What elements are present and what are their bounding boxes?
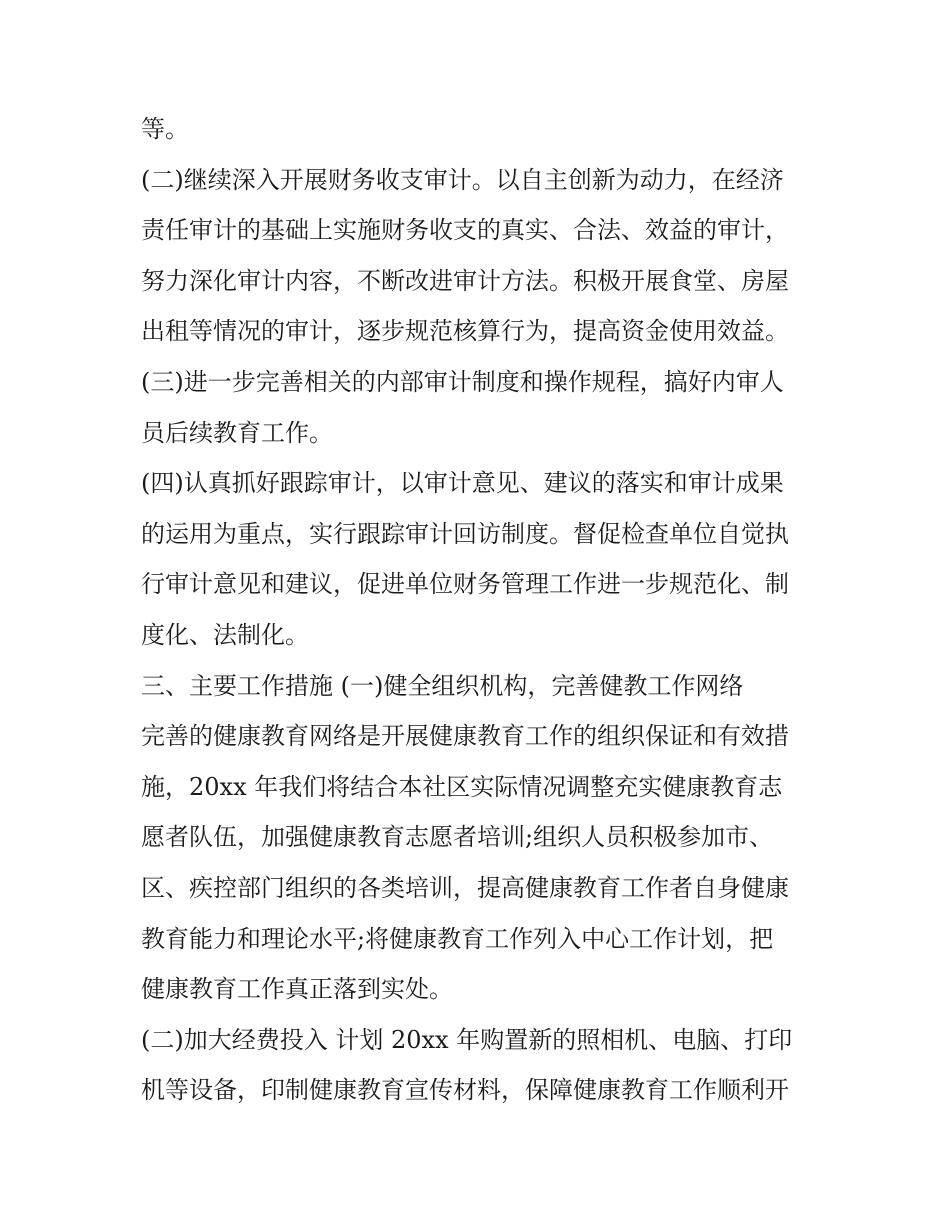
text-line-3: 责任审计的基础上实施财务收支的真实、合法、效益的审计， bbox=[141, 216, 789, 245]
text-line-15: 愿者队伍，加强健康教育志愿者培训;组织人员积极参加市、 bbox=[141, 823, 774, 852]
text-line-13: 完善的健康教育网络是开展健康教育工作的组织保证和有效措 bbox=[141, 722, 789, 751]
text-line-20: 机等设备，印制健康教育宣传材料，保障健康教育工作顺利开 bbox=[141, 1076, 789, 1105]
text-line-6: (三)进一步完善相关的内部审计制度和操作规程，搞好内审人 bbox=[141, 367, 784, 396]
text-line-18: 健康教育工作真正落到实处。 bbox=[141, 975, 453, 1004]
text-line-8: (四)认真抓好跟踪审计，以审计意见、建议的落实和审计成果 bbox=[141, 469, 784, 498]
text-line-10: 行审计意见和建议，促进单位财务管理工作进一步规范化、制 bbox=[141, 570, 789, 599]
text-line-16: 区、疾控部门组织的各类培训，提高健康教育工作者自身健康 bbox=[141, 873, 789, 902]
text-line-1: 等。 bbox=[141, 115, 189, 143]
document-body bbox=[141, 104, 821, 1116]
text-line-12: 三、主要工作措施 (一)健全组织机构，完善健教工作网络 bbox=[141, 671, 744, 700]
text-line-4: 努力深化审计内容，不断改进审计方法。积极开展食堂、房屋 bbox=[141, 266, 789, 295]
text-line-14: 施，20xx 年我们将结合本社区实际情况调整充实健康教育志 bbox=[141, 772, 783, 801]
text-line-17: 教育能力和理论水平;将健康教育工作列入中心工作计划，把 bbox=[141, 924, 774, 953]
text-line-7: 员后续教育工作。 bbox=[141, 418, 333, 447]
text-line-19: (二)加大经费投入 计划 20xx 年购置新的照相机、电脑、打印 bbox=[141, 1025, 793, 1054]
text-line-2: (二)继续深入开展财务收支审计。以自主创新为动力，在经济 bbox=[141, 165, 784, 194]
text-line-11: 度化、法制化。 bbox=[141, 620, 309, 649]
text-line-9: 的运用为重点，实行跟踪审计回访制度。督促检查单位自觉执 bbox=[141, 519, 789, 548]
text-line-5: 出租等情况的审计，逐步规范核算行为，提高资金使用效益。 bbox=[141, 317, 789, 346]
